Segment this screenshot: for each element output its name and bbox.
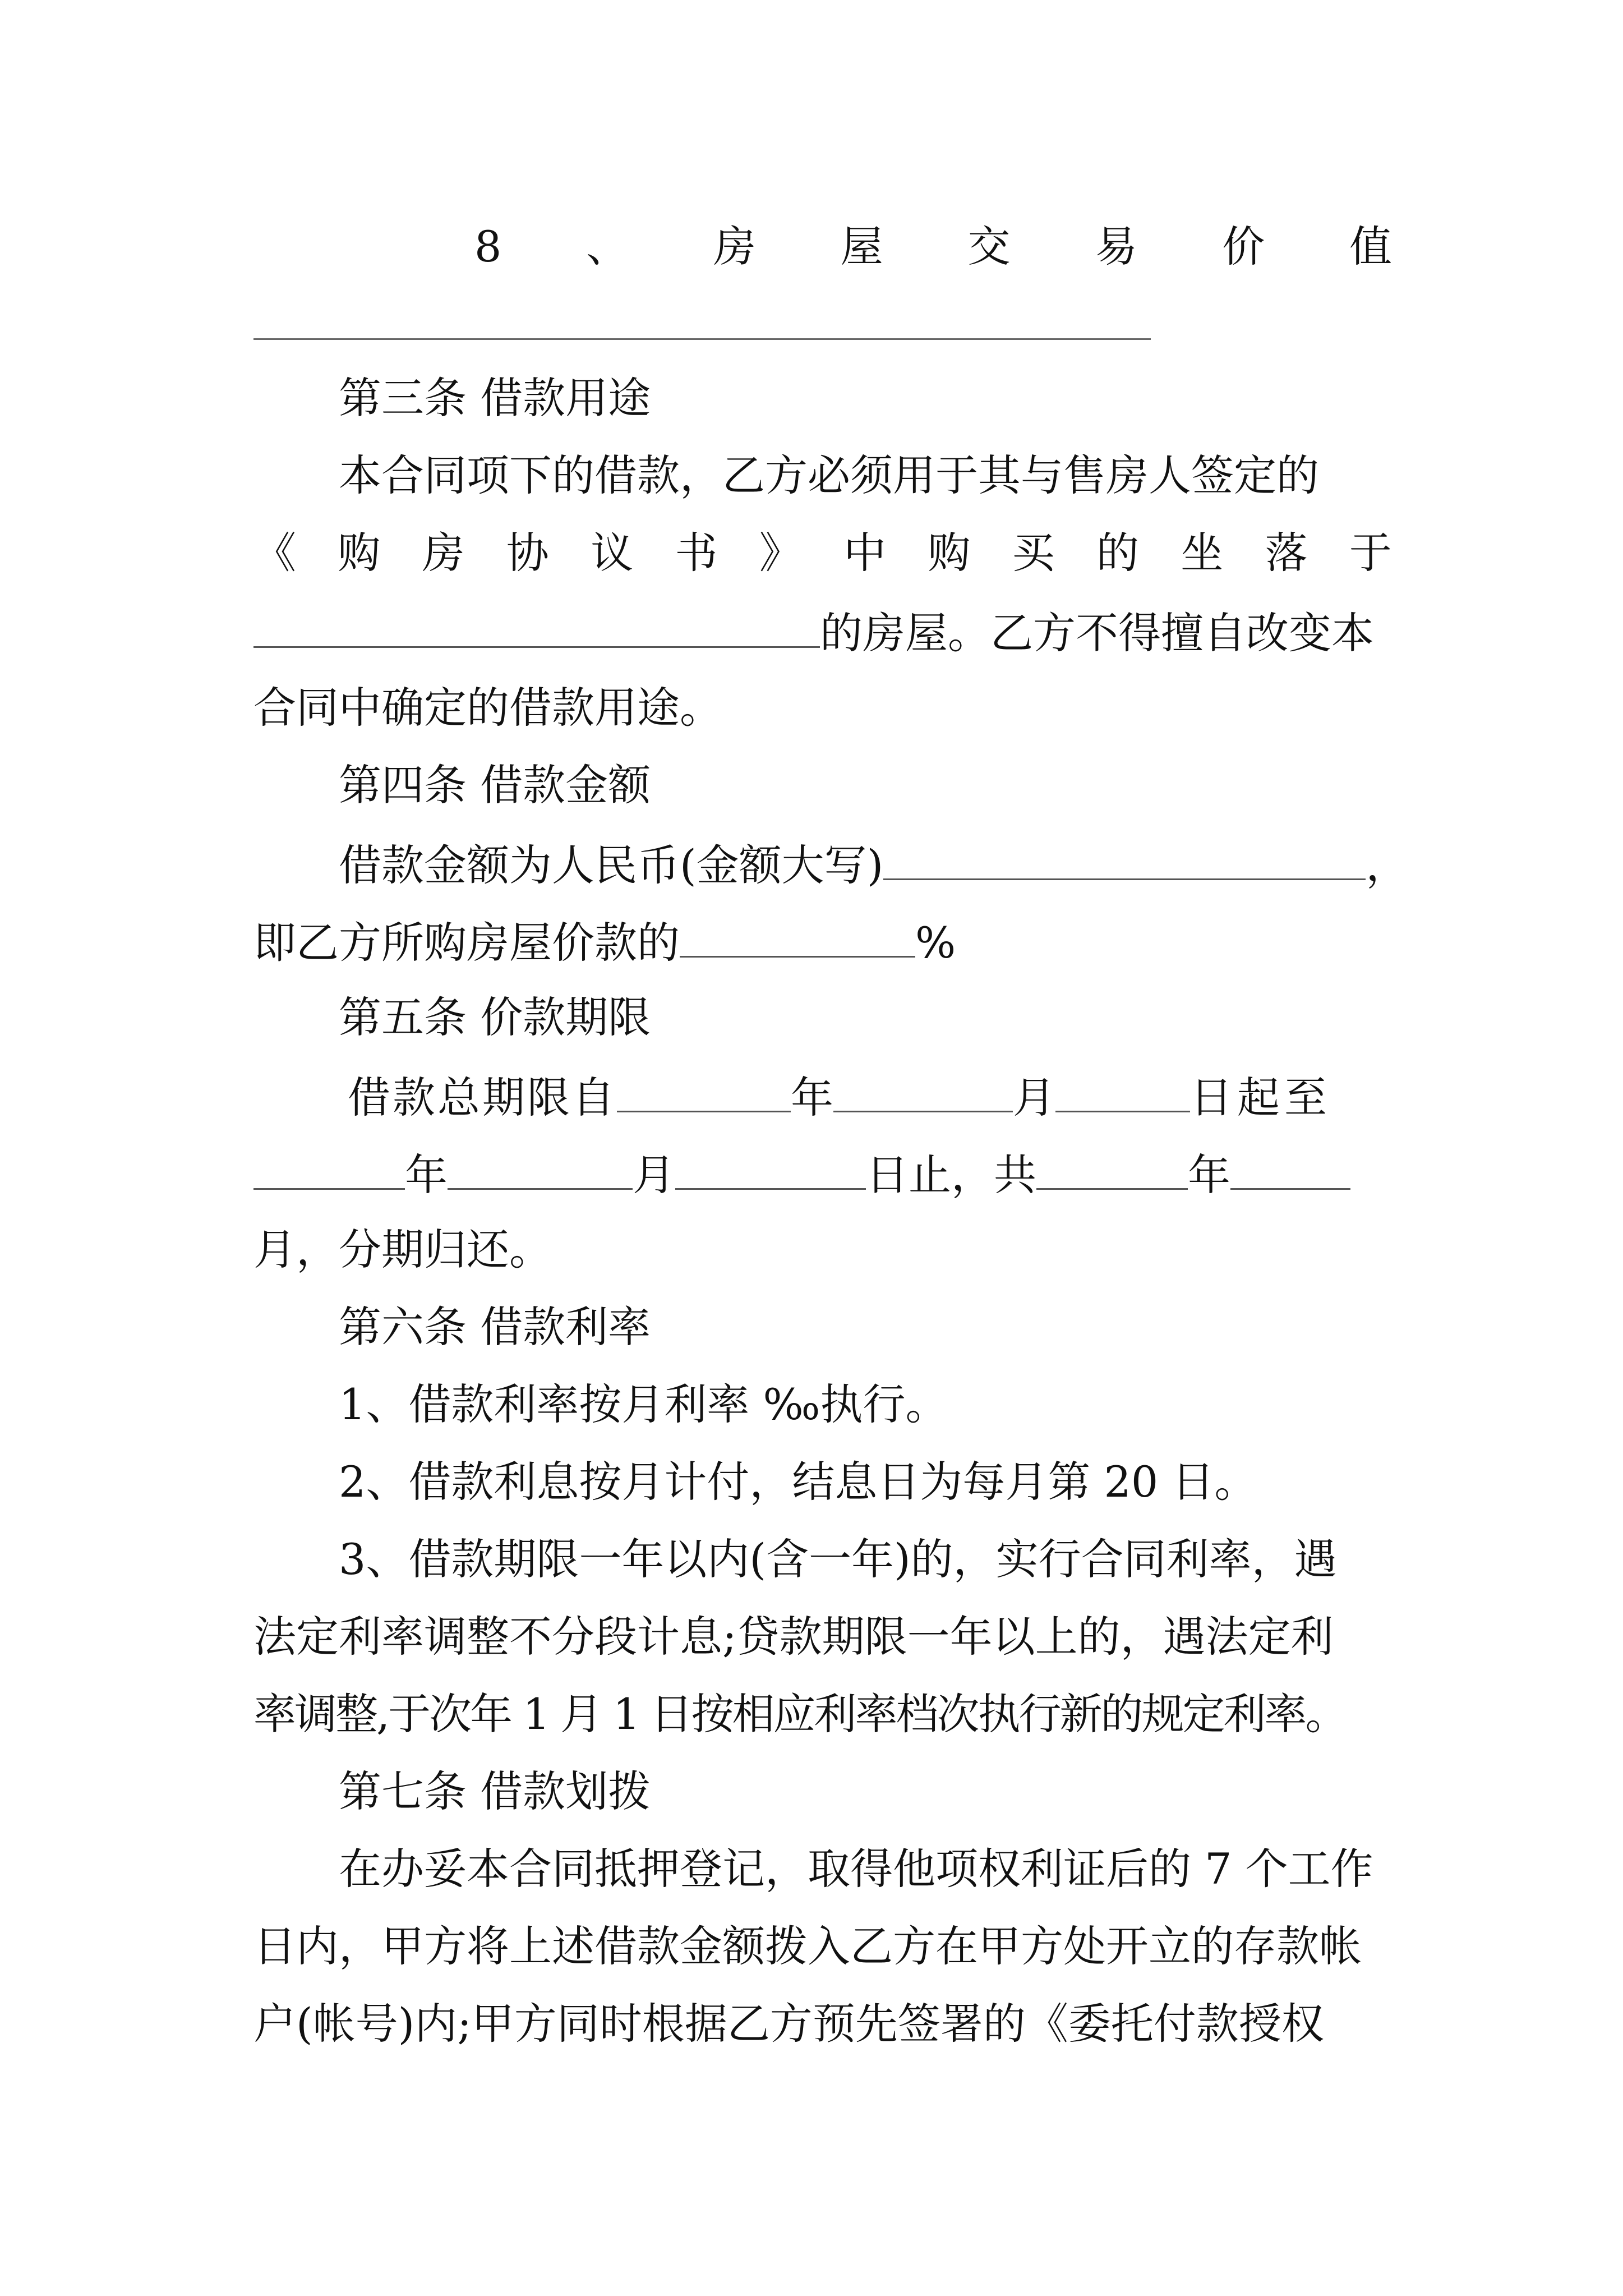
- article-6-item-3-end: 率调整,于次年 1 月 1 日按相应利率档次执行新的规定利率。: [253, 1689, 1347, 1739]
- article-7-heading: 第七条 借款划拨: [339, 1766, 651, 1816]
- article-4-amount-line: [339, 837, 1409, 890]
- start-year-blank: [617, 1069, 791, 1112]
- total-months-blank: [1230, 1147, 1350, 1190]
- article-3-paragraph-end: 合同中确定的借款用途。: [253, 683, 722, 733]
- article-3-address-line: [253, 605, 1392, 656]
- article-6-item-1: 1、借款利率按月利率 ‰执行。: [339, 1379, 948, 1429]
- percent-sign: %: [915, 918, 956, 968]
- amount-comma: ，: [1366, 840, 1409, 890]
- item-8-char: 房: [713, 222, 756, 272]
- spaced-char: 》: [759, 528, 802, 578]
- spaced-char: 房: [422, 528, 465, 578]
- spaced-char: 《: [253, 528, 296, 578]
- start-day-blank: [1055, 1069, 1190, 1112]
- spaced-char: 书: [675, 528, 718, 578]
- year-label: 年: [791, 1073, 833, 1122]
- start-month-blank: [833, 1069, 1013, 1112]
- article-6-item-3: 3、借款期限一年以内(含一年)的，实行合同利率，遇: [339, 1534, 1337, 1584]
- article-3-paragraph: 本合同项下的借款，乙方必须用于其与售房人签定的: [339, 450, 1319, 500]
- amount-blank: [883, 837, 1366, 880]
- item-8-blank-line: [253, 338, 1151, 340]
- article-6-item-3-cont: 法定利率调整不分段计息;贷款期限一年以上的，遇法定利: [253, 1612, 1334, 1662]
- term-label: 借款总期限自: [348, 1073, 617, 1122]
- article-3-address-tail: 的房屋。乙方不得擅自改变本: [820, 608, 1374, 658]
- item-8-char: 值: [1349, 222, 1392, 272]
- spaced-char: 买: [1012, 528, 1055, 578]
- spaced-char: 议: [591, 528, 634, 578]
- article-6-item-2: 2、借款利息按月计付，结息日为每月第 20 日。: [339, 1457, 1257, 1507]
- end-month-blank: [448, 1147, 633, 1190]
- spaced-char: 中: [843, 528, 887, 578]
- spaced-char: 的: [1096, 528, 1139, 578]
- article-5-heading: 第五条 价款期限: [339, 992, 651, 1042]
- start-tail: 日起至: [1190, 1073, 1331, 1122]
- month-label: 月: [633, 1150, 675, 1200]
- spaced-char: 坐: [1181, 528, 1224, 578]
- item-8-char: 易: [1095, 222, 1138, 272]
- end-day-blank: [675, 1147, 866, 1190]
- article-5-repayment-line: 月，分期归还。: [253, 1225, 552, 1274]
- month-label: 月: [1013, 1073, 1055, 1122]
- year-label: 年: [405, 1150, 448, 1200]
- amount-label: 借款金额为人民币(金额大写): [339, 840, 884, 890]
- article-5-start-date-line: [348, 1069, 1392, 1121]
- item-8-char: 屋: [840, 222, 883, 272]
- spaced-char: 购: [928, 528, 971, 578]
- spaced-char: 购: [338, 528, 381, 578]
- article-5-end-date-line: [253, 1147, 1392, 1198]
- article-4-percent-line: [253, 914, 1392, 966]
- item-8-number: 8: [474, 222, 502, 272]
- spaced-char: 落: [1265, 528, 1308, 578]
- percent-label: 即乙方所购房屋价款的: [253, 918, 680, 968]
- article-3-heading: 第三条 借款用途: [339, 373, 651, 423]
- article-7-paragraph: 在办妥本合同抵押登记，取得他项权利证后的 7 个工作: [339, 1844, 1373, 1894]
- total-years-blank: [1036, 1147, 1188, 1190]
- article-3-spaced-line: [253, 527, 1392, 579]
- article-7-paragraph-end: 户(帐号)内;甲方同时根据乙方预先签署的《委托付款授权: [253, 1999, 1324, 2049]
- item-8-line: [474, 221, 1392, 273]
- end-day-tail: 日止，共: [866, 1150, 1036, 1200]
- address-blank: [253, 605, 820, 648]
- article-4-heading: 第四条 借款金额: [339, 760, 651, 810]
- end-year-blank: [253, 1147, 405, 1190]
- article-7-paragraph-cont: 日内，甲方将上述借款金额拨入乙方在甲方处开立的存款帐: [253, 1921, 1362, 1971]
- article-6-heading: 第六条 借款利率: [339, 1302, 651, 1352]
- item-8-char: 交: [967, 222, 1011, 272]
- percent-blank: [680, 914, 915, 958]
- item-8-char: 价: [1222, 222, 1265, 272]
- year-label: 年: [1188, 1150, 1230, 1200]
- item-8-char: 、: [586, 222, 629, 272]
- spaced-char: 于: [1349, 528, 1392, 578]
- spaced-char: 协: [506, 528, 549, 578]
